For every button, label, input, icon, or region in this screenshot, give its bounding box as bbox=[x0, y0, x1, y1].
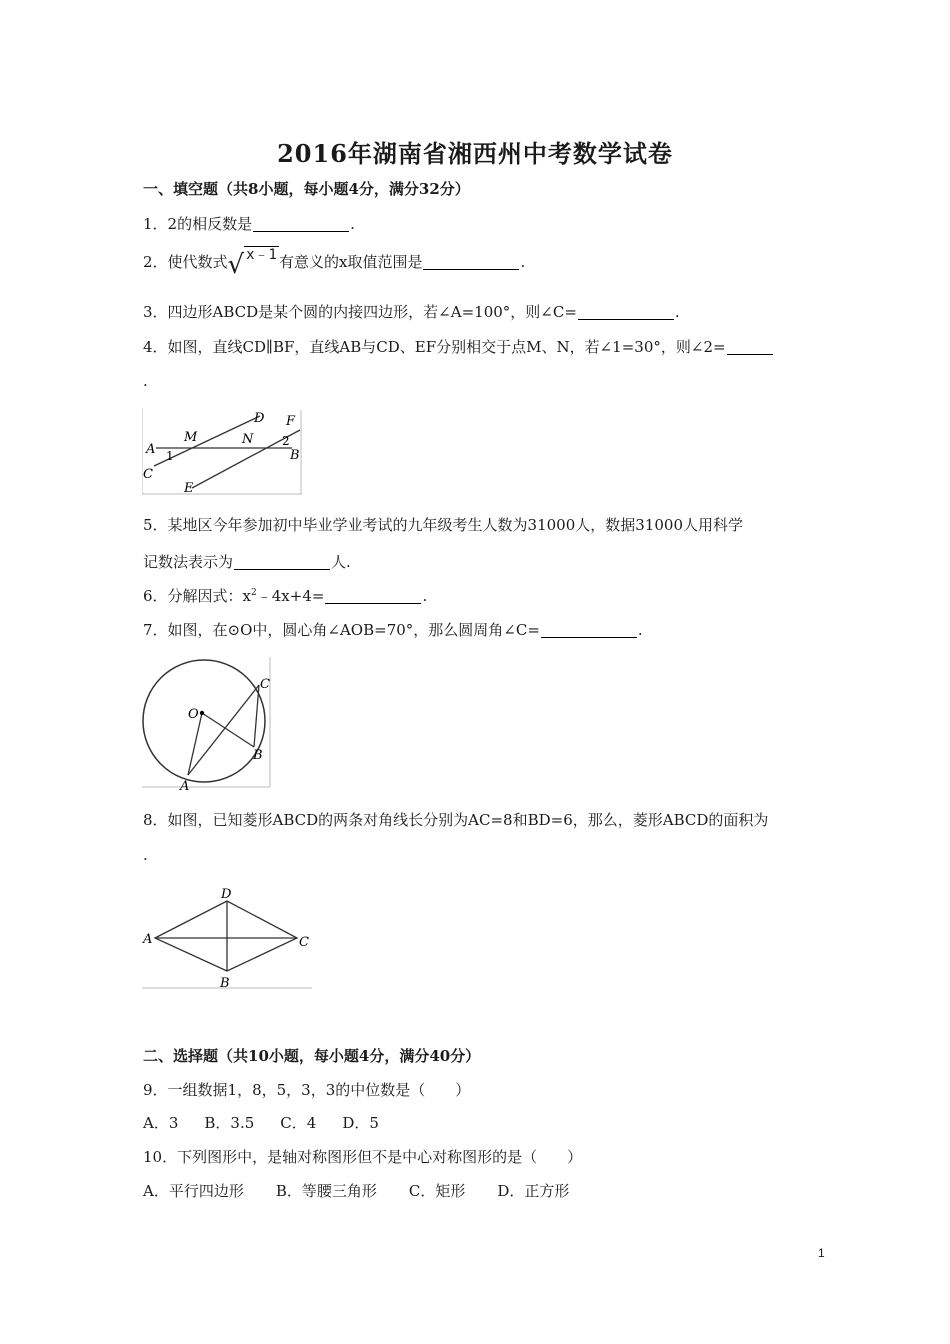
answer-blank[interactable] bbox=[578, 303, 674, 320]
label-c: C bbox=[299, 935, 309, 950]
question-1 bbox=[143, 213, 355, 234]
center-point bbox=[200, 711, 204, 715]
question-3 bbox=[143, 301, 680, 322]
question-8-line-2: . bbox=[143, 846, 148, 864]
question-5-line-2 bbox=[143, 551, 351, 572]
question-2 bbox=[143, 247, 526, 280]
question-4 bbox=[143, 336, 774, 357]
label-c: C bbox=[260, 677, 270, 692]
answer-blank[interactable] bbox=[253, 215, 349, 232]
label-o: O bbox=[188, 707, 199, 722]
option-b[interactable]: B．等腰三角形 bbox=[275, 1182, 377, 1200]
question-1-text: 1．2的相反数是 bbox=[143, 215, 253, 233]
question-10-options bbox=[143, 1180, 595, 1201]
question-2-text-2: 有意义的x取值范围是 bbox=[278, 253, 423, 271]
label-b: B bbox=[220, 976, 230, 991]
option-a[interactable]: A．3 bbox=[143, 1114, 179, 1132]
segment-cb bbox=[254, 685, 259, 747]
question-2-text: 2．使代数式 bbox=[143, 253, 228, 271]
label-a: A bbox=[143, 932, 153, 947]
section-fill-in-heading: 一、填空题（共8小题，每小题4分，满分32分） bbox=[143, 180, 470, 198]
figure-circle bbox=[142, 655, 274, 791]
question-5-text: 记数法表示为 bbox=[143, 553, 234, 571]
radical-sign: √ bbox=[227, 250, 245, 280]
label-d: D bbox=[221, 887, 232, 902]
label-d: D bbox=[254, 411, 265, 426]
label-f: F bbox=[286, 414, 296, 429]
question-8-line-1: 8．如图，已知菱形ABCD的两条对角线长分别为AC=8和BD=6，那么，菱形ABCD的面积为 bbox=[143, 811, 769, 829]
label-n: N bbox=[242, 432, 254, 447]
answer-blank[interactable] bbox=[541, 621, 637, 638]
page-number: 1 bbox=[818, 1246, 825, 1260]
question-6-end: . bbox=[422, 587, 428, 605]
radicand: x﹣1 bbox=[246, 247, 277, 263]
sqrt-expression bbox=[227, 247, 279, 280]
figure-parallel-lines bbox=[142, 408, 304, 496]
label-b: B bbox=[290, 448, 300, 463]
rhombus-abcd bbox=[155, 901, 297, 971]
label-e: E bbox=[184, 481, 194, 496]
option-d[interactable]: D．5 bbox=[342, 1114, 379, 1132]
question-7-text: 7．如图，在⊙O中，圆心角∠AOB=70°，那么圆周角∠C= bbox=[143, 621, 540, 639]
segment-ob bbox=[202, 713, 254, 747]
figure-rhombus bbox=[142, 884, 314, 992]
option-a[interactable]: A．平行四边形 bbox=[143, 1182, 244, 1200]
answer-blank[interactable] bbox=[325, 587, 421, 604]
label-c: C bbox=[143, 467, 153, 482]
label-a: A bbox=[146, 442, 156, 457]
question-2-end: . bbox=[520, 253, 526, 271]
question-9: 9．一组数据1，8，5，3，3的中位数是（ ） bbox=[143, 1081, 471, 1099]
section-choice-heading: 二、选择题（共10小题，每小题4分，满分40分） bbox=[143, 1047, 481, 1065]
option-d[interactable]: D．正方形 bbox=[497, 1182, 570, 1200]
question-5-line-1: 5．某地区今年参加初中毕业学业考试的九年级考生人数为31000人，数据31000人用科学 bbox=[143, 516, 743, 534]
circle-o bbox=[143, 660, 265, 782]
option-b[interactable]: B．3.5 bbox=[204, 1114, 255, 1132]
question-5-end: 人. bbox=[331, 553, 351, 571]
label-angle-1: 1 bbox=[166, 449, 174, 463]
question-7-end: . bbox=[637, 621, 643, 639]
question-6-text-2: ﹣4x+4= bbox=[256, 587, 325, 605]
option-c[interactable]: C．4 bbox=[280, 1114, 317, 1132]
answer-blank[interactable] bbox=[234, 553, 330, 570]
label-a: A bbox=[180, 779, 190, 791]
label-b: B bbox=[253, 748, 263, 763]
question-7 bbox=[143, 619, 643, 640]
question-3-text: 3．四边形ABCD是某个圆的内接四边形，若∠A=100°，则∠C= bbox=[143, 303, 577, 321]
page-title: 2016年湖南省湘西州中考数学试卷 bbox=[277, 139, 673, 168]
question-4-text: 4．如图，直线CD∥BF，直线AB与CD、EF分别相交于点M、N，若∠1=30°，则∠2= bbox=[143, 338, 726, 356]
question-4-end: . bbox=[143, 372, 148, 390]
answer-blank[interactable] bbox=[727, 338, 773, 355]
question-6-text: 6．分解因式：x bbox=[143, 587, 252, 605]
question-6 bbox=[143, 585, 427, 606]
label-m: M bbox=[184, 430, 198, 445]
question-9-options bbox=[143, 1112, 405, 1133]
exponent: 2 bbox=[251, 588, 257, 598]
question-1-end: . bbox=[350, 215, 355, 233]
question-3-end: . bbox=[674, 303, 680, 321]
question-10: 10．下列图形中，是轴对称图形但不是中心对称图形的是（ ） bbox=[143, 1148, 583, 1166]
option-c[interactable]: C．矩形 bbox=[408, 1182, 466, 1200]
label-angle-2: 2 bbox=[282, 434, 290, 448]
answer-blank[interactable] bbox=[423, 253, 519, 270]
